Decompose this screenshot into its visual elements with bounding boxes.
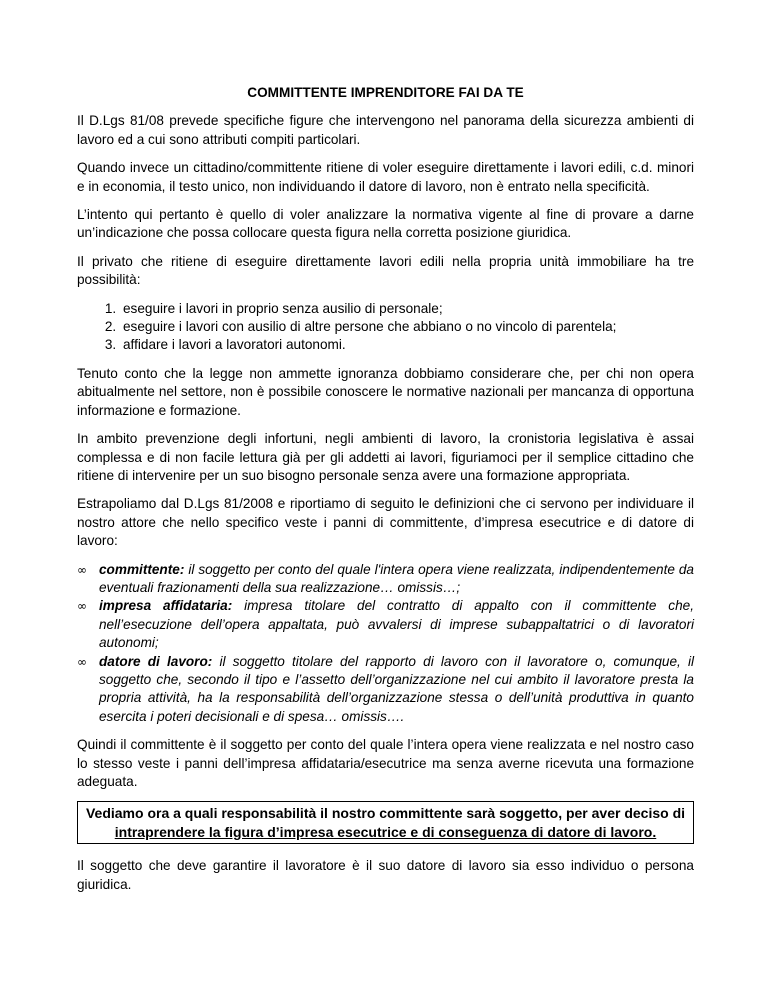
definition-text: il soggetto per conto del quale l'intera opera viene realizzata, indipendentemente da eventuali frazionamenti della sua realizzazione… omissis…; bbox=[99, 561, 694, 595]
definition-term: datore di lavoro: bbox=[99, 653, 213, 669]
paragraph-cittadino: Quando invece un cittadino/committente ritiene di voler eseguire direttamente i lavori edili, c.d. minori e in economia, il testo unico, non individuando il datore di lavoro, non è entrato nella specificità. bbox=[77, 160, 694, 194]
paragraph-final: Il soggetto che deve garantire il lavoratore è il suo datore di lavoro sia esso individuo o persona giuridica. bbox=[77, 858, 694, 892]
highlight-line-1: Vediamo ora a quali responsabilità il nostro committente sarà soggetto, per aver deciso di bbox=[85, 805, 686, 822]
options-list bbox=[77, 300, 694, 355]
option-item-1: 1. eseguire i lavori in proprio senza ausilio di personale; bbox=[120, 300, 694, 318]
definition-committente bbox=[77, 561, 694, 598]
paragraph-privato: Il privato che ritiene di eseguire direttamente lavori edili nella propria unità immobiliare ha tre possibilità: bbox=[77, 253, 694, 288]
paragraph-prevenzione: In ambito prevenzione degli infortuni, negli ambienti di lavoro, la cronistoria legislativa è assai complessa e di non facile lettura già per gli addetti ai lavori, figuriamoci per il semplice cittadino che ritiene di intervenire per un suo bisogno personale senza avere una formazione appropriata. bbox=[77, 431, 694, 483]
definition-impresa-affidataria bbox=[77, 597, 694, 652]
document-title: COMMITTENTE IMPRENDITORE FAI DA TE bbox=[247, 85, 524, 100]
definition-datore-di-lavoro bbox=[77, 653, 694, 727]
paragraph-quindi: Quindi il committente è il soggetto per conto del quale l’intera opera viene realizzata e nel nostro caso lo stesso veste i panni dell’impresa affidataria/esecutrice ma senza averne ricevuta una formazione adeguata. bbox=[77, 737, 694, 789]
bullet-icon: ∞ bbox=[77, 599, 87, 614]
highlight-line-2: intraprendere la figura d’impresa esecutrice e di conseguenza di datore di lavoro. bbox=[114, 823, 657, 840]
definition-term: impresa affidataria: bbox=[99, 598, 233, 614]
definition-text: il soggetto titolare del rapporto di lavoro con il lavoratore o, comunque, il soggetto che, secondo il tipo e l’assetto dell’organizzazione nel cui ambito il lavoratore presta la propria attività, ha la responsabilità dell’organizzazione stessa o dell’unità produttiva in quanto esercita i poteri decisionali e di spesa… omissis…. bbox=[99, 653, 695, 724]
highlight-box bbox=[77, 801, 694, 844]
definition-term: committente: bbox=[99, 561, 185, 577]
paragraph-ignoranza: Tenuto conto che la legge non ammette ignoranza dobbiamo considerare che, per chi non opera abitualmente nel settore, non è possibile conoscere le normative nazionali per mancanza di opportuna informazione e formazione. bbox=[77, 365, 694, 418]
bullet-icon: ∞ bbox=[77, 562, 87, 577]
paragraph-estrapoliamo: Estrapoliamo dal D.Lgs 81/2008 e riportiamo di seguito le definizioni che ci servono per individuare il nostro attore che nello specifico veste i panni di committente, d’impresa esecutrice e di datore di lavoro: bbox=[77, 496, 694, 549]
option-item-2: 2. eseguire i lavori con ausilio di altre persone che abbiano o no vincolo di parentela; bbox=[120, 318, 694, 336]
definitions-list bbox=[77, 561, 694, 727]
paragraph-intento: L’intento qui pertanto è quello di voler analizzare la normativa vigente al fine di provare a darne un’indicazione che possa collocare questa figura nella corretta posizione giuridica. bbox=[77, 207, 694, 241]
option-item-3: 3. affidare i lavori a lavoratori autonomi. bbox=[120, 336, 694, 354]
paragraph-intro: Il D.Lgs 81/08 prevede specifiche figure che intervengono nel panorama della sicurezza ambienti di lavoro ed a cui sono attributi compiti particolari. bbox=[77, 113, 694, 147]
bullet-icon: ∞ bbox=[77, 654, 87, 669]
definition-text: impresa titolare del contratto di appalto con il committente che, nell’esecuzione dell’opera appaltata, può avvalersi di imprese subappaltatrici o di lavoratori autonomi; bbox=[99, 598, 694, 651]
